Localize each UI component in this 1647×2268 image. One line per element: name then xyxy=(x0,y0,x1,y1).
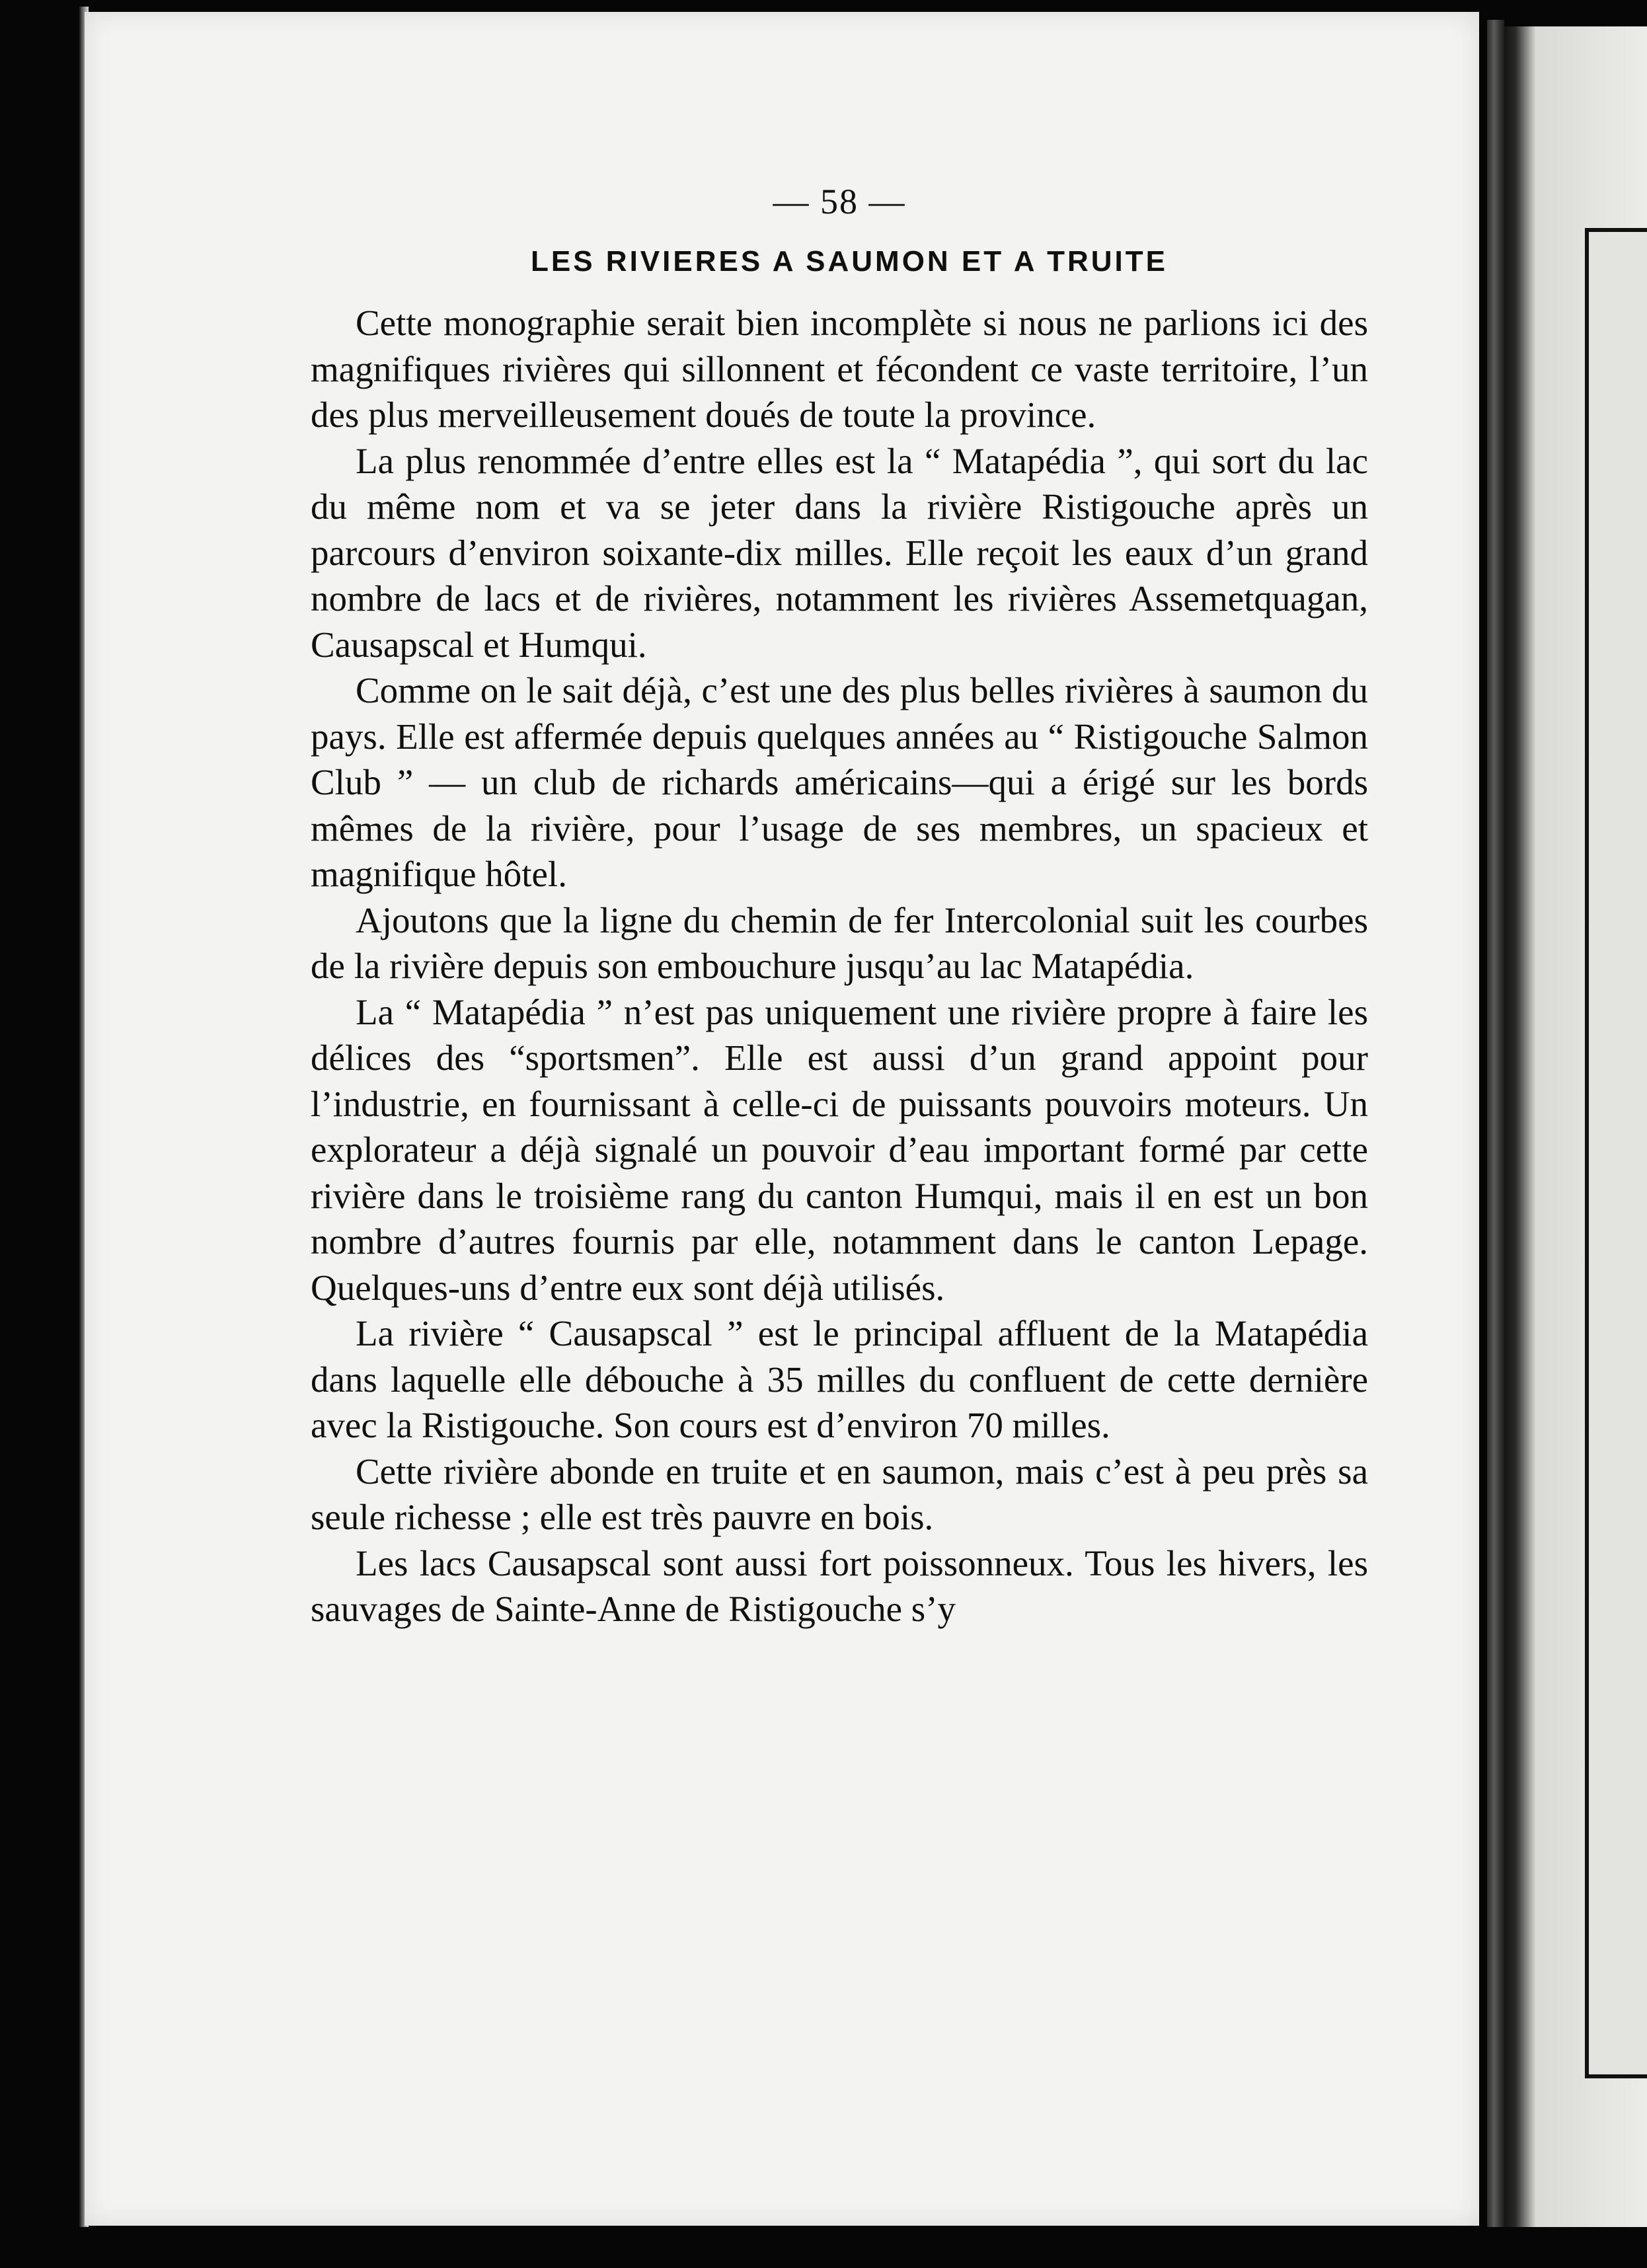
paragraph-1: Cette monographie serait bien incomplète si nous ne parlions ici des magnifiques rivières qui sillonnent et fécondent ce vaste territoire, l’un des plus merveilleusement doués de toute la province. xyxy=(311,303,1368,435)
paragraph-2: La plus renommée d’entre elles est la “ Matapédia ”, qui sort du lac du même nom et va se jeter dans la rivière Ristigouche après un parcours d’environ soixante-dix milles. Elle reçoit les eaux d’un grand nombre de lacs et de rivières, notamment les rivières Assemetquagan, Causapscal et Humqui. xyxy=(311,440,1368,665)
section-title: LES RIVIERES A SAUMON ET A TRUITE xyxy=(531,245,1168,278)
page-text xyxy=(311,178,1368,1632)
paragraph-3: Comme on le sait déjà, c’est une des plus belles rivières à saumon du pays. Elle est affermée depuis quelques années au “ Ristigouche Salmon Club ” — un club de richards américains—qui a érigé sur les bords mêmes de la rivière, pour l’usage de ses membres, un spacieux et magnifique hôtel. xyxy=(311,670,1368,894)
paragraph-7: Cette rivière abonde en truite et en saumon, mais c’est à peu près sa seule richesse ; elle est très pauvre en bois. xyxy=(311,1451,1368,1537)
facing-page-frame xyxy=(1585,228,1647,2078)
paragraph-6: La rivière “ Causapscal ” est le principal affluent de la Matapédia dans laquelle elle débouche à 35 milles du confluent de cette dernière avec la Ristigouche. Son cours est d’environ 70 milles. xyxy=(311,1313,1368,1445)
book-gutter xyxy=(1487,20,1504,2227)
paragraph-8: Les lacs Causapscal sont aussi fort poissonneux. Tous les hivers, les sauvages de Sainte-Anne de Ristigouche s’y xyxy=(311,1542,1368,1629)
page-number: — 58 — xyxy=(773,182,906,221)
paragraph-4: Ajoutons que la ligne du chemin de fer Intercolonial suit les courbes de la rivière depuis son embouchure jusqu’au lac Matapédia. xyxy=(311,899,1368,986)
paragraph-5: La “ Matapédia ” n’est pas uniquement une rivière propre à faire les délices des “sportsmen”. Elle est aussi d’un grand appoint pour l’industrie, en fournissant à celle-ci de puissants pouvoirs moteurs. Un explorateur a déjà signalé un pouvoir d’eau important formé par cette rivière dans le troisième rang du canton Humqui, mais il en est un bon nombre d’autres fournis par elle, notamment dans le canton Lepage. Quelques-uns d’entre eux sont déjà utilisés. xyxy=(311,991,1368,1308)
